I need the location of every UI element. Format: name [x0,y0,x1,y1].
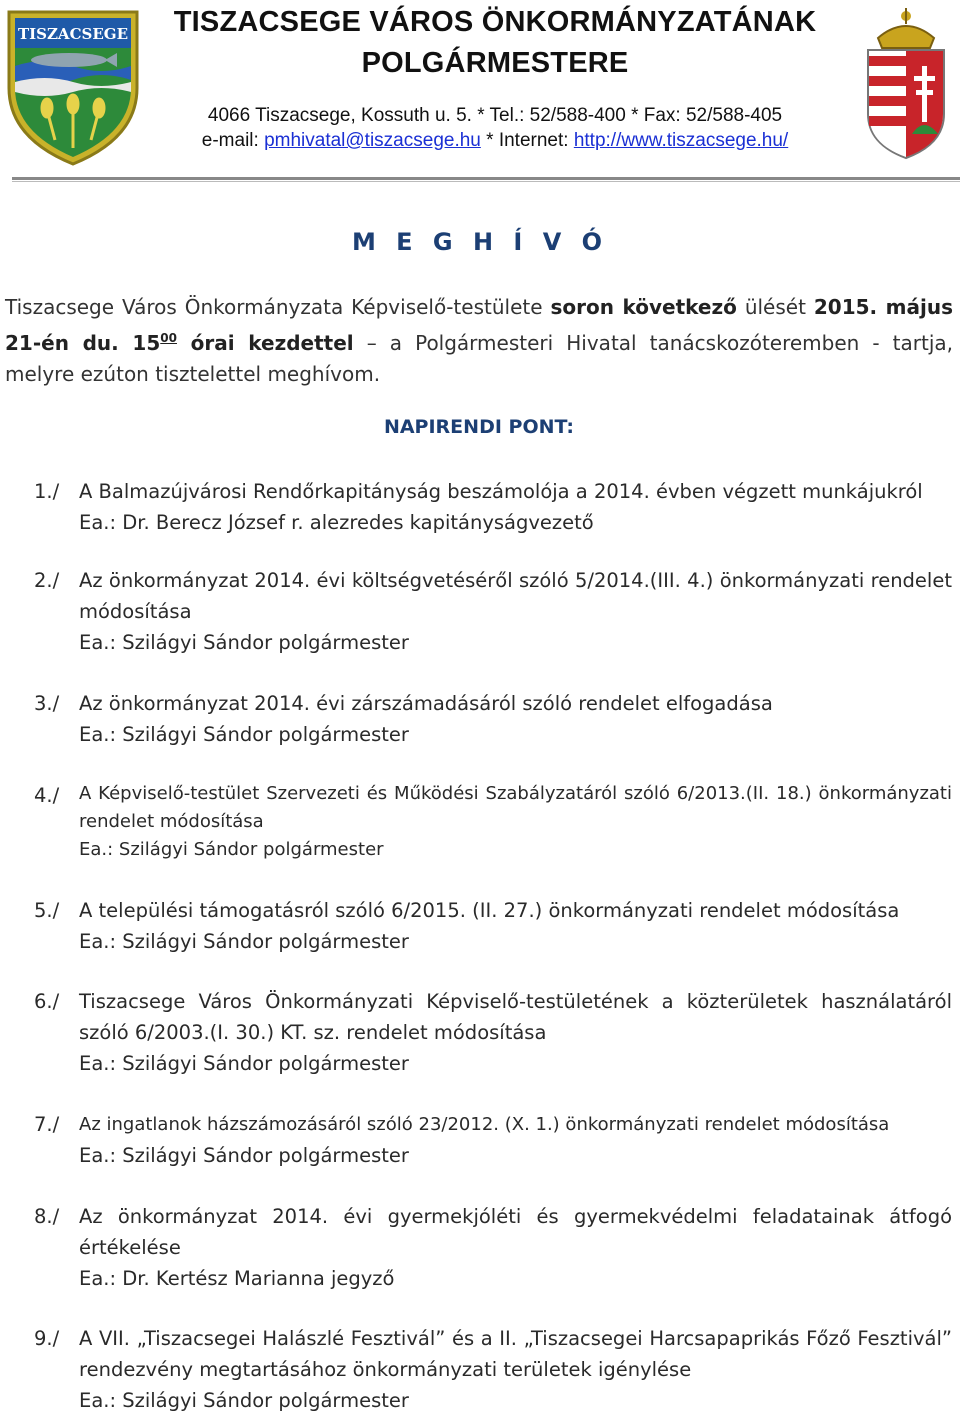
agenda-item [34,565,952,658]
letterhead-contacts [150,128,840,154]
agenda-item-text: Az ingatlanok házszámozásáról szóló 23/2012. (X. 1.) önkormányzati rendelet módosítása [79,1114,890,1135]
agenda-item-presenter: Ea.: Dr. Berecz József r. alezredes kapitányságvezető [79,511,594,534]
agenda-item-presenter: Ea.: Szilágyi Sándor polgármester [79,723,409,746]
email-label: e-mail: [201,130,265,151]
agenda-heading: NAPIRENDI PONT: [383,416,575,438]
agenda-item [34,1109,952,1171]
website-link[interactable]: http://www.tiszacsege.hu/ [573,130,789,151]
agenda-item-presenter: Ea.: Szilágyi Sándor polgármester [79,631,409,654]
agenda-item-number: 5./ [34,899,60,922]
letterhead-title-line1: TISZACSEGE VÁROS ÖNKORMÁNYZATÁNAK [173,6,817,38]
internet-label: * Internet: [480,130,574,151]
tiszacsege-coat-of-arms-icon [5,8,141,166]
agenda-item-number: 6./ [34,990,60,1013]
intro-text-6: – a Polgármesteri Hivatal tanácskozóteremben - tartja, melyre ezúton tisztelettel meghívom. [5,331,953,386]
letterhead-address: 4066 Tiszacsege, Kossuth u. 5. * Tel.: 52/588-400 * Fax: 52/588-405 [207,105,783,126]
agenda-item [34,1323,952,1416]
email-link[interactable]: pmhivatal@tiszacsege.hu [264,130,481,151]
agenda-item-number: 7./ [34,1113,60,1136]
agenda-item-presenter: Ea.: Szilágyi Sándor polgármester [79,1389,409,1412]
agenda-item-text: A VII. „Tiszacsegei Halászlé Fesztivál” és a II. „Tiszacsegei Harcsapaprikás Főző Fesztivál” rendezvény megtartásához önkormányzati területek igénylése [79,1327,952,1381]
intro-text-4: 2015. május 21-én du. 15 [5,295,953,355]
agenda-item-number: 1./ [34,480,60,503]
agenda-item-presenter: Ea.: Szilágyi Sándor polgármester [79,930,409,953]
agenda-item-number: 4./ [34,784,60,807]
agenda-item [34,1201,952,1294]
svg-text:TISZACSEGE: TISZACSEGE [17,25,129,43]
agenda-item-presenter: Ea.: Szilágyi Sándor polgármester [79,839,384,860]
intro-text-5: órai kezdettel [176,331,354,355]
agenda-item-text: A települési támogatásról szóló 6/2015. (II. 27.) önkormányzati rendelet módosítása [79,899,900,922]
agenda-item-presenter: Ea.: Dr. Kertész Marianna jegyző [79,1267,395,1290]
agenda-item-number: 8./ [34,1205,60,1228]
agenda-item-number: 3./ [34,692,60,715]
agenda-item-text: Az önkormányzat 2014. évi gyermekjóléti és gyermekvédelmi feladatainak átfogó értékelése [79,1205,952,1259]
intro-text-1: Tiszacsege Város Önkormányzata Képviselő-testülete [5,295,551,319]
agenda-item-number: 2./ [34,569,60,592]
letterhead-title-line2: POLGÁRMESTERE [361,47,629,79]
agenda-item [34,895,952,957]
letterhead [0,0,960,180]
header-divider [12,177,960,180]
agenda-item-text: A Balmazújvárosi Rendőrkapitányság beszámolója a 2014. évben végzett munkájukról [79,480,923,503]
agenda-item-presenter: Ea.: Szilágyi Sándor polgármester [79,1144,409,1167]
document-heading: M E G H Í V Ó [351,228,609,256]
agenda-item-text: Az önkormányzat 2014. évi zárszámadásáról szóló rendelet elfogadása [79,692,773,715]
invitation-paragraph [5,292,953,390]
agenda-item-text: Tiszacsege Város Önkormányzati Képviselő-testületének a közterületek használatáról szóló 6/2003.(I. 30.) KT. sz. rendelet módosítása [79,990,952,1044]
header-divider-thin [12,181,960,182]
agenda-item [34,476,952,538]
agenda-item-presenter: Ea.: Szilágyi Sándor polgármester [79,1052,409,1075]
agenda-item [34,688,952,750]
agenda-item [34,986,952,1079]
agenda-item-text: A Képviselő-testület Szervezeti és Működési Szabályzatáról szóló 6/2013.(II. 18.) önkormányzati rendelet módosítása [79,783,952,832]
agenda-item [34,780,952,864]
meeting-time-minutes: 00 [160,331,177,345]
intro-text-3: ülését [736,295,814,319]
hungarian-coat-of-arms-icon [860,4,952,162]
intro-text-2: soron következő [550,295,737,319]
agenda-item-text: Az önkormányzat 2014. évi költségvetéséről szóló 5/2014.(III. 4.) önkormányzati rendelet módosítása [79,569,952,623]
agenda-item-number: 9./ [34,1327,60,1350]
